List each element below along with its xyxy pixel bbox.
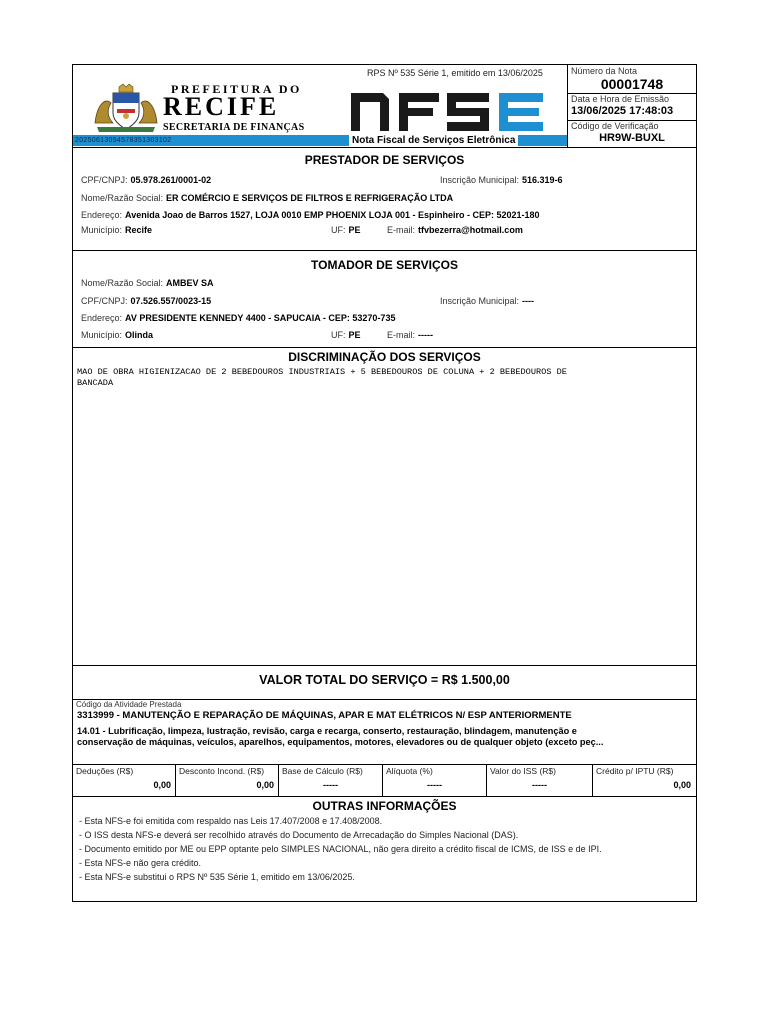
tomador-cpf-label: CPF/CNPJ:	[81, 296, 128, 306]
barcode-text: 20250613054578351303102	[75, 137, 172, 144]
nfse-document	[72, 64, 697, 902]
valor-label-deducoes: Deduções (R$)	[76, 766, 134, 776]
tomador-mun-value: Olinda	[125, 330, 154, 340]
tomador-im-label: Inscrição Municipal:	[440, 296, 520, 306]
data-value: 13/06/2025 17:48:03	[571, 105, 674, 117]
prestador-uf-row	[331, 225, 361, 235]
atividade-label: Código da Atividade Prestada	[76, 700, 182, 709]
tomador-end-value: AV PRESIDENTE KENNEDY 4400 - SAPUCAIA - CEP: 53270-735	[125, 313, 396, 323]
city-name: RECIFE	[163, 92, 280, 121]
data-label: Data e Hora de Emissão	[571, 94, 670, 104]
prestador-email-row	[387, 225, 523, 235]
prestador-email-value: tfvbezerra@hotmail.com	[418, 225, 523, 235]
tomador-end-row	[81, 313, 395, 323]
valor-cell-aliquota	[383, 764, 487, 796]
outras-title: OUTRAS INFORMAÇÕES	[312, 799, 457, 813]
outras-item: - Esta NFS-e substitui o RPS Nº 535 Série 1, emitido em 13/06/2025.	[79, 872, 355, 882]
tomador-email-value: -----	[418, 330, 434, 340]
tomador-email-row	[387, 330, 433, 340]
codigo-value: HR9W-BUXL	[599, 132, 665, 144]
discriminacao-line-1: MAO DE OBRA HIGIENIZACAO DE 2 BEBEDOUROS INDUSTRIAIS + 5 BEBEDOUROS DE COLUNA + 2 BEBEDOUROS DE	[77, 367, 567, 377]
tomador-cpf-row	[81, 296, 211, 306]
prestador-mun-value: Recife	[125, 225, 153, 235]
nfse-subtitle: Nota Fiscal de Serviços Eletrônica	[349, 135, 518, 146]
tomador-im-row	[440, 296, 534, 306]
atividade-item-line-1: 14.01 - Lubrificação, limpeza, lustração, revisão, carga e recarga, conserto, restauração, blindagem, manutenção e	[77, 726, 577, 736]
numero-value: 00001748	[600, 76, 664, 92]
tomador-cpf-value: 07.526.557/0023-15	[130, 296, 212, 306]
valor-cell-iptu	[593, 764, 695, 796]
numero-label: Número da Nota	[571, 66, 638, 76]
rps-text: RPS Nº 535 Série 1, emitido em 13/06/2025	[367, 68, 543, 78]
tomador-nome-value: AMBEV SA	[166, 278, 214, 288]
tomador-end-label: Endereço:	[81, 313, 123, 323]
tomador-im-value: ----	[522, 296, 535, 306]
prestador-nome-value: ER COMÉRCIO E SERVIÇOS DE FILTROS E REFRIGERAÇÃO LTDA	[166, 193, 454, 203]
valor-label-base: Base de Cálculo (R$)	[282, 766, 363, 776]
prestador-cpf-row	[81, 175, 211, 185]
valor-cell-desconto	[176, 764, 279, 796]
valor-total: VALOR TOTAL DO SERVIÇO = R$ 1.500,00	[259, 673, 510, 687]
prestador-mun-row	[81, 225, 152, 235]
prestador-email-label: E-mail:	[387, 225, 416, 235]
numero-box	[567, 65, 696, 147]
prestador-im-label: Inscrição Municipal:	[440, 175, 520, 185]
prestador-end-value: Avenida Joao de Barros 1527, LOJA 0010 EMP PHOENIX LOJA 001 - Espinheiro - CEP: 52021-180	[125, 210, 540, 220]
coat-of-arms-icon	[91, 83, 161, 133]
tomador-nome-row	[81, 278, 214, 288]
nfse-logo	[349, 89, 545, 133]
discriminacao-title: DISCRIMINAÇÃO DOS SERVIÇOS	[288, 350, 481, 364]
prestador-cpf-value: 05.978.261/0001-02	[130, 175, 212, 185]
tomador-email-label: E-mail:	[387, 330, 416, 340]
atividade-item-line-2: conservação de máquinas, veículos, aparelhos, equipamentos, motores, elevadores ou de qualquer objeto (exceto peç...	[77, 737, 604, 747]
valor-value-desconto: 0,00	[256, 780, 274, 790]
tomador-uf-label: UF:	[331, 330, 346, 340]
prestador-uf-value: PE	[348, 225, 361, 235]
discriminacao-line-2: BANCADA	[77, 378, 114, 388]
secretaria-label: SECRETARIA DE FINANÇAS	[163, 122, 305, 133]
valor-label-desconto: Desconto Incond. (R$)	[179, 766, 265, 776]
prefeitura-label: PREFEITURA DO	[171, 82, 302, 96]
tomador-nome-label: Nome/Razão Social:	[81, 278, 164, 288]
tomador-uf-row	[331, 330, 361, 340]
outras-item: - Esta NFS-e foi emitida com respaldo nas Leis 17.407/2008 e 17.408/2008.	[79, 816, 383, 826]
valor-value-base: -----	[323, 780, 338, 790]
valores-row	[73, 764, 695, 796]
prestador-uf-label: UF:	[331, 225, 346, 235]
outras-item: - Documento emitido por ME ou EPP optante pelo SIMPLES NACIONAL, não gera direito a crédito fiscal de ICMS, de ISS e de IPI.	[79, 844, 602, 854]
prestador-end-row	[81, 210, 540, 220]
valor-cell-base	[279, 764, 383, 796]
outras-item: - Esta NFS-e não gera crédito.	[79, 858, 202, 868]
valor-label-aliquota: Alíquota (%)	[386, 766, 433, 776]
outras-item: - O ISS desta NFS-e deverá ser recolhido através do Documento de Arrecadação do Simples Nacional (DAS).	[79, 830, 519, 840]
prestador-nome-label: Nome/Razão Social:	[81, 193, 164, 203]
codigo-label: Código de Verificação	[571, 121, 659, 131]
valor-value-aliquota: -----	[427, 780, 442, 790]
valor-value-deducoes: 0,00	[153, 780, 171, 790]
tomador-uf-value: PE	[348, 330, 361, 340]
prestador-im-row	[440, 175, 563, 185]
valor-cell-iss	[487, 764, 593, 796]
valor-cell-deducoes	[73, 764, 176, 796]
valor-value-iss: -----	[532, 780, 547, 790]
prestador-im-value: 516.319-6	[522, 175, 563, 185]
tomador-mun-label: Município:	[81, 330, 123, 340]
prestador-cpf-label: CPF/CNPJ:	[81, 175, 128, 185]
prestador-end-label: Endereço:	[81, 210, 123, 220]
valor-value-iptu: 0,00	[673, 780, 691, 790]
valor-label-iss: Valor do ISS (R$)	[490, 766, 556, 776]
tomador-title: TOMADOR DE SERVIÇOS	[311, 258, 458, 272]
atividade-codigo: 3313999 - MANUTENÇÃO E REPARAÇÃO DE MÁQUINAS, APAR E MAT ELÉTRICOS N/ ESP ANTERIORMENTE	[77, 710, 572, 721]
prestador-mun-label: Município:	[81, 225, 123, 235]
valor-label-iptu: Crédito p/ IPTU (R$)	[596, 766, 674, 776]
prestador-title: PRESTADOR DE SERVIÇOS	[304, 153, 465, 167]
prestador-nome-row	[81, 193, 453, 203]
tomador-mun-row	[81, 330, 153, 340]
